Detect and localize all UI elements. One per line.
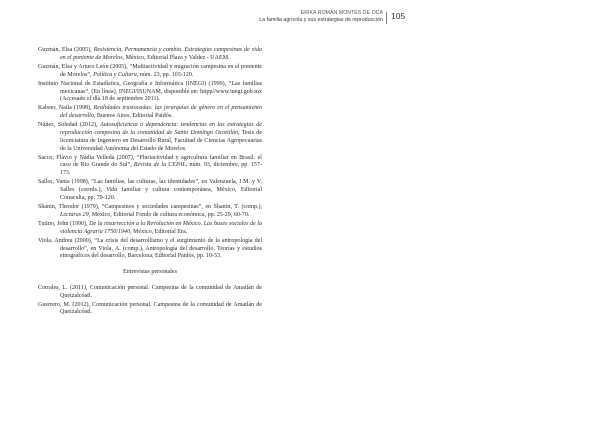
running-header-title: La familia agrícola y sus estrategias de reproducción bbox=[259, 17, 383, 23]
reference-item: Salles, Vania (1998), “Las familias, las culturas, las identidades”, en Valenzuela, J.M. y V. Salles (coords.), Vida familiar y cultura contemporánea, México, Editorial Conaculta, pp. 79-120. bbox=[38, 179, 263, 201]
reference-item: Kabeer, Naila (1998), Realidades trastocadas: las jerarquías de género en el pensamiento del desarrollo, Buenos Aires, Editorial Paidós. bbox=[38, 105, 262, 120]
running-header bbox=[120, 10, 383, 24]
interview-list bbox=[38, 285, 262, 317]
reference-item: Tutino, John (1990), De la insurrección a la Revolución en México. Las bases sociales de la violencia Agraria 1750/1940, México, Editorial Era. bbox=[38, 220, 263, 235]
reference-item: Guzmán, Elsa y Arturo León (2005), “Multiactividad y migración campesina en el poniente de Morelos”, Política y Cultura, núm. 23, pp. 103-120. bbox=[38, 63, 262, 78]
bibliography bbox=[38, 47, 262, 319]
interview-item: Corrales, L. (2011), Comunicación personal. Campesina de la comunidad de Amatlán de Quetzalcóatl. bbox=[38, 284, 262, 299]
reference-item: Núñez, Soledad (2012), Autosuficiencia o dependencia: tendencias en las estrategias de reproducción campesina de la comunidad de Santo Domingo Ocotitlán, Tesis de licenciatura de Ingeniero en Desarrollo Rural, Facultad de Ciencias Agropecuarias de la Universidad Autónoma del Estado de Morelos. bbox=[38, 122, 262, 152]
reference-item: Viola, Andreu (2000), “La crisis del desarrollismo y el surgimiento de la antropología del desarrollo”, en Viola, A. (comp.), Antropología del desarrollo. Teorías y estudios etnográficos del desarrollo, Barcelona, Editorial Paidós, pp. 10-53. bbox=[38, 237, 262, 260]
interview-item: Guerrero, M. (2012), Comunicación personal. Campesina de la comunidad de Amatlán de Quetzalcóatl. bbox=[38, 301, 262, 316]
reference-list bbox=[38, 47, 262, 261]
page-number: 105 bbox=[391, 11, 406, 21]
reference-item: Guzmán, Elsa (2005), Resistencia, Permanencia y cambio. Estrategias campesinas de vida en el poniente de Morelos, México, Editorial Plaza y Valdez - UAEM. bbox=[38, 47, 263, 61]
reference-item: Instituto Nacional de Estadística, Geografía e Informática (INEGI) (1999), “Las familias mexicanas”, (En línea), INEGI/ISUNAM, disponible en: hitpp//www.inegi.gob.mx (Accesado el día 18 de septiembre 2011). bbox=[38, 80, 262, 103]
reference-item: Sacco, Flávio y Nádia Velleda (2007), “Pluriactividad y agricultura familiar en Brasil: el caso de Rio Grande do Sul”, Revista de la CEPAL, núm. 93, diciembre, pp. 157-173. bbox=[38, 154, 262, 177]
interviews-heading: Entrevistas personales bbox=[123, 269, 177, 276]
header-divider bbox=[386, 12, 387, 24]
running-header-author: ERIKA ROMÁN MONTES DE OCA bbox=[300, 10, 383, 16]
reference-item: Shanin, Theodor (1979), “Campesinos y sociedades campesinas”, en Shanin, T. (comp.), Lecturas 29, México, Editorial Fondo de cultura económica, pp. 25-29, 60-70. bbox=[38, 203, 262, 218]
